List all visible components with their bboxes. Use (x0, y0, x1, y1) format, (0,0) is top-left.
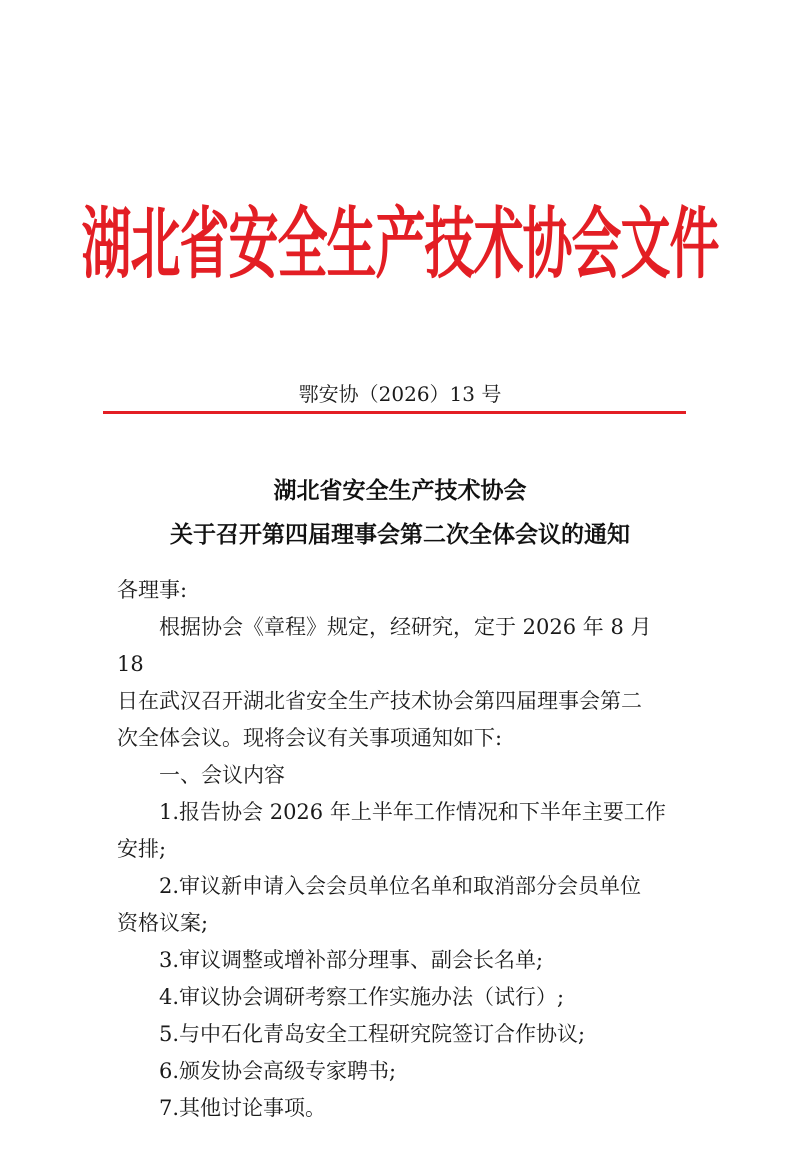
agenda-item-7: 7.其他讨论事项。 (159, 1096, 327, 1120)
agenda-item-2-cont: 资格议案; (117, 911, 209, 935)
notice-title-line-2: 关于召开第四届理事会第二次全体会议的通知 (170, 522, 630, 548)
document-number: 鄂安协（2026）13 号 (298, 382, 502, 406)
agenda-item-4: 4.审议协会调研考察工作实施办法（试行）; (159, 985, 565, 1009)
red-divider-line (103, 411, 686, 414)
masthead-title: 湖北省安全生产技术协会文件 (81, 199, 719, 289)
agenda-item-1: 1.报告协会 2026 年上半年工作情况和下半年主要工作 (159, 800, 666, 824)
agenda-item-2: 2.审议新申请入会会员单位名单和取消部分会员单位 (159, 874, 642, 898)
agenda-item-3: 3.审议调整或增补部分理事、副会长名单; (159, 948, 544, 972)
notice-title-line-1: 湖北省安全生产技术协会 (273, 478, 527, 504)
agenda-item-6: 6.颁发协会高级专家聘书; (159, 1059, 397, 1083)
agenda-item-5: 5.与中石化青岛安全工程研究院签订合作协议; (159, 1022, 586, 1046)
intro-line-1: 根据协会《章程》规定，经研究，定于 2026 年 8 月 18 (117, 615, 652, 676)
intro-line-3: 次全体会议。现将会议有关事项通知如下: (117, 726, 503, 750)
agenda-item-1-cont: 安排; (117, 837, 167, 861)
section-heading: 一、会议内容 (159, 763, 285, 787)
intro-line-2: 日在武汉召开湖北省安全生产技术协会第四届理事会第二 (117, 689, 642, 713)
salutation: 各理事: (117, 578, 188, 602)
notice-body (117, 572, 683, 1127)
